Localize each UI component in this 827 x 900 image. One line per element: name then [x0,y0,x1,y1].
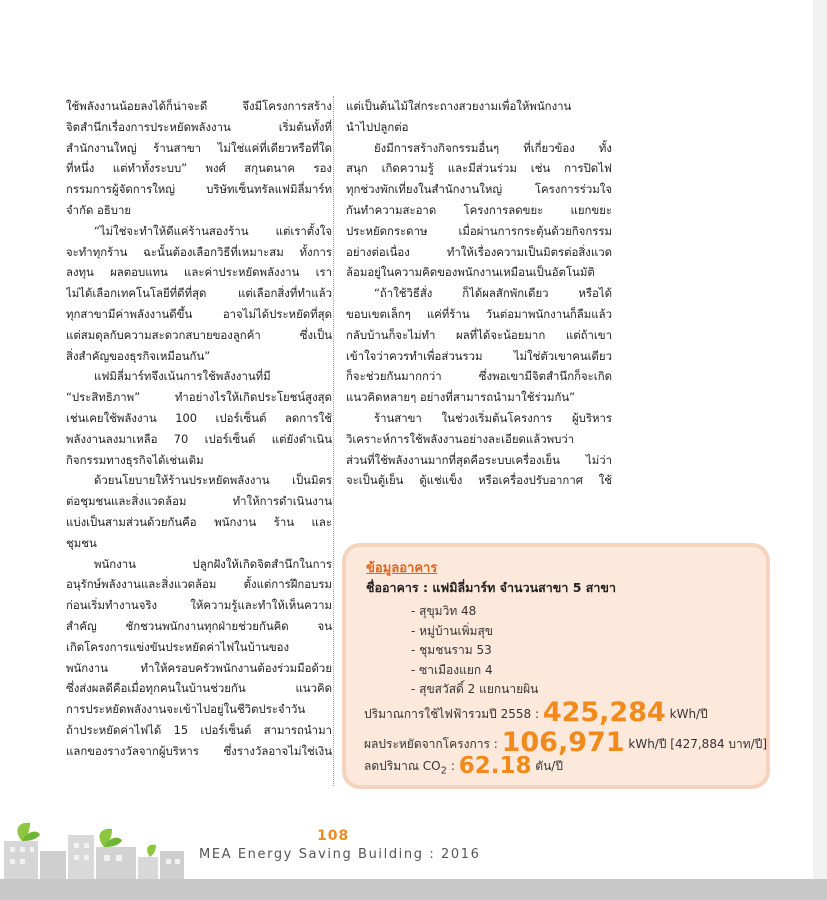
building-name: ชื่ออาคาร : แฟมิลี่มาร์ท จำนวนสาขา 5 สาขา [366,580,616,595]
text-line: กันทำความสะอาด โครงการลดขยะ แยกขยะ [346,202,612,217]
right-text-column [346,96,612,491]
text-line: นำไปปลูกต่อ [346,119,409,134]
text-line: จะเป็นตู้เย็น ตู้แช่แข็ง หรือเครื่องปรับอากาศ ใช้ [346,473,612,488]
text-line: ถ้าประหยัดค่าไฟได้ 15 เปอร์เซ็นต์ สามารถนำมา [66,722,332,737]
building-info-box [342,543,770,789]
text-line: ประหยัดกระดาษ เมื่อผ่านการกระตุ้นด้วยกิจกรรม [346,223,612,238]
text-line: เข้าใจว่าควรทำเพื่อส่วนรวม ไม่ใช่ตัวเขาคนเดียว [346,348,612,363]
usage-unit: kWh/ปี [669,707,708,721]
text-line: จิตสำนึกเรื่องการประหยัดพลังงาน เริ่มต้นทั้งที่ [66,119,332,134]
branch-item: - ชุมชนราม 53 [411,643,492,657]
text-line: อนุรักษ์พลังงานและสิ่งแวดล้อม ตั้งแต่การฝึกอบรม [66,577,332,592]
usage-stat [364,697,708,728]
publication-title: MEA Energy Saving Building : 2016 [199,847,481,862]
text-line: ทุกสาขามีค่าพลังงานดีขึ้น อาจไม่ได้ประหยัดที่สุด [66,306,332,321]
text-line: กรรมการผู้จัดการใหญ่ บริษัทเซ็นทรัลแฟมิลี่มาร์ท [66,182,332,197]
text-line: สิ่งสำคัญของธุรกิจเหมือนกัน” [66,348,211,363]
usage-value: 425,284 [542,697,666,728]
text-line: กลับบ้านก็จะไม่ทำ ผลที่ได้จะน้อยมาก แต่ถ้าเขา [346,327,612,342]
text-line: ยังมีการสร้างกิจกรรมอื่นๆ ที่เกี่ยวข้อง ทั้ง [374,140,612,155]
text-line: ขอบเขตเล็กๆ แค่ที่ร้าน วันต่อมาพนักงานก็ลืมแล้ว [346,306,612,321]
text-line: ชุมชน [66,535,97,550]
text-line: จำกัด อธิบาย [66,202,132,217]
text-line: ลงทุน ผลตอบแทน และค่าประหยัดพลังงาน เรา [66,265,332,280]
text-line: แต่สมดุลกับความสะดวกสบายของลูกค้า ซึ่งเป็น [66,327,332,342]
text-line: กิจกรรมทางธุรกิจได้เช่นเดิม [66,452,204,467]
text-line: แต่เป็นต้นไม้ใส่กระถางสวยงามเพื่อให้พนักงาน [346,99,572,113]
info-box-title: ข้อมูลอาคาร [366,561,438,576]
savings-value: 106,971 [501,727,625,758]
text-line: ทุกช่วงพักเที่ยงในสำนักงานใหญ่ โครงการร่วมใจ [346,182,612,197]
text-line: อย่างต่อเนื่อง ทำให้เรื่องความเป็นมิตรต่อสิ่งแวด [346,244,612,259]
text-line: ซึ่งส่งผลดีคือเมื่อทุกคนในบ้านช่วยกัน แนวคิด [66,681,332,696]
text-line: สนุก เกิดความรู้ และมีส่วนร่วม เช่น การปิดไฟ [346,161,612,176]
text-line: แฟมิลี่มาร์ทจึงเน้นการใช้พลังงานที่มี [94,369,271,384]
co2-stat [364,753,563,779]
page-edge [813,0,827,900]
text-line: พลังงานลงมาเหลือ 70 เปอร์เซ็นต์ แต่ยังดำเนิน [66,431,332,446]
text-line: สำนักงานใหญ่ ร้านสาขา ไม่ใช่แค่ที่เดียวหรือที่ใด [66,140,332,155]
text-line: “ประสิทธิภาพ” ทำอย่างไรให้เกิดประโยชน์สูงสุด [66,390,332,405]
footer-band [0,879,827,900]
text-line: ก็จะช่วยกันมากกว่า ซึ่งพอเขามีจิตสำนึกก็จะเกิด [346,369,612,384]
city-skyline-icon [0,815,200,885]
text-line: เช่นเคยใช้พลังงาน 100 เปอร์เซ็นต์ ลดการใช้ [66,410,332,425]
text-line: พนักงาน ทำให้ครอบครัวพนักงานต้องร่วมมือด้วย [66,660,332,675]
branch-list [411,602,538,700]
text-line: ใช้พลังงานน้อยลงได้ก็น่าจะดี จึงมีโครงการสร้าง [66,99,332,113]
text-line: พนักงาน ปลูกฝังให้เกิดจิตสำนึกในการ [94,556,332,571]
text-line: “ถ้าใช้วิธีสั่ง ก็ได้ผลสักพักเดียว หรือได้ [374,286,612,301]
text-line: แบ่งเป็นสามส่วนด้วยกันคือ พนักงาน ร้าน และ [66,514,332,529]
column-divider [333,96,334,786]
left-text-column [66,96,332,762]
savings-label: ผลประหยัดจากโครงการ : [364,737,498,751]
text-line: ที่หนึ่ง แต่ทำทั้งระบบ” พงศ์ สกุนตนาค รอง [66,161,332,176]
co2-colon: : [447,759,455,773]
branch-item: - สุขสวัสดิ์ 2 แยกนายผิน [411,682,539,696]
text-line: ด้วยนโยบายให้ร้านประหยัดพลังงาน เป็นมิตร [94,473,332,488]
co2-unit: ตัน/ปี [535,759,563,773]
text-line: ต่อชุมชนและสิ่งแวดล้อม ทำให้การดำเนินงาน [66,494,332,509]
text-line: ส่วนที่ใช้พลังงานมากที่สุดคือระบบเครื่องเย็น ไม่ว่า [346,452,612,467]
usage-label: ปริมาณการใช้ไฟฟ้ารวมปี 2558 : [364,707,539,721]
text-line: “ไม่ใช่จะทำให้ดีแค่ร้านสองร้าน แต่เราตั้งใจ [94,223,332,238]
text-line: แลกของรางวัลจากผู้บริหาร ซึ่งรางวัลอาจไม่ใช่เงิน [66,743,332,758]
page-number: 108 [317,828,350,844]
co2-subscript: 2 [440,765,448,777]
text-line: ล้อมอยู่ในความคิดของพนักงานเหมือนเป็นอัตโนมัติ [346,265,595,280]
branch-item: - ซาเมืองแยก 4 [411,662,493,677]
text-line: ไม่ได้เลือกเทคโนโลยีที่ดีที่สุด แต่เลือกสิ่งที่ทำแล้ว [66,286,332,301]
savings-unit: kWh/ปี [427,884 บาท/ปี] [628,737,768,751]
text-line: วิเคราะห์การใช้พลังงานอย่างละเอียดแล้วพบว่า [346,431,575,446]
co2-label: ลดปริมาณ CO [364,759,441,773]
text-line: จะทำทุกร้าน ฉะนั้นต้องเลือกวิธีที่เหมาะสม ทั้งการ [66,244,332,259]
text-line: การประหยัดพลังงานจะเข้าไปอยู่ในชีวิตประจำวัน [66,702,306,717]
branch-item: - หมู่บ้านเพิ่มสุข [411,623,493,638]
text-line: สำคัญ ชักชวนพนักงานทุกฝ่ายช่วยกันคิด จน [66,618,332,633]
text-line: ร้านสาขา ในช่วงเริ่มต้นโครงการ ผู้บริหาร [374,410,612,425]
branch-item: - สุขุมวิท 48 [411,604,477,618]
text-line: เกิดโครงการแข่งขันประหยัดค่าไฟในบ้านของ [66,639,290,654]
co2-value: 62.18 [458,753,532,779]
text-line: แนวคิดหลายๆ อย่างที่สามารถนำมาใช้ร่วมกัน” [346,390,576,405]
text-line: ก่อนเริ่มทำงานจริง ให้ความรู้และทำให้เห็นความ [66,598,332,613]
